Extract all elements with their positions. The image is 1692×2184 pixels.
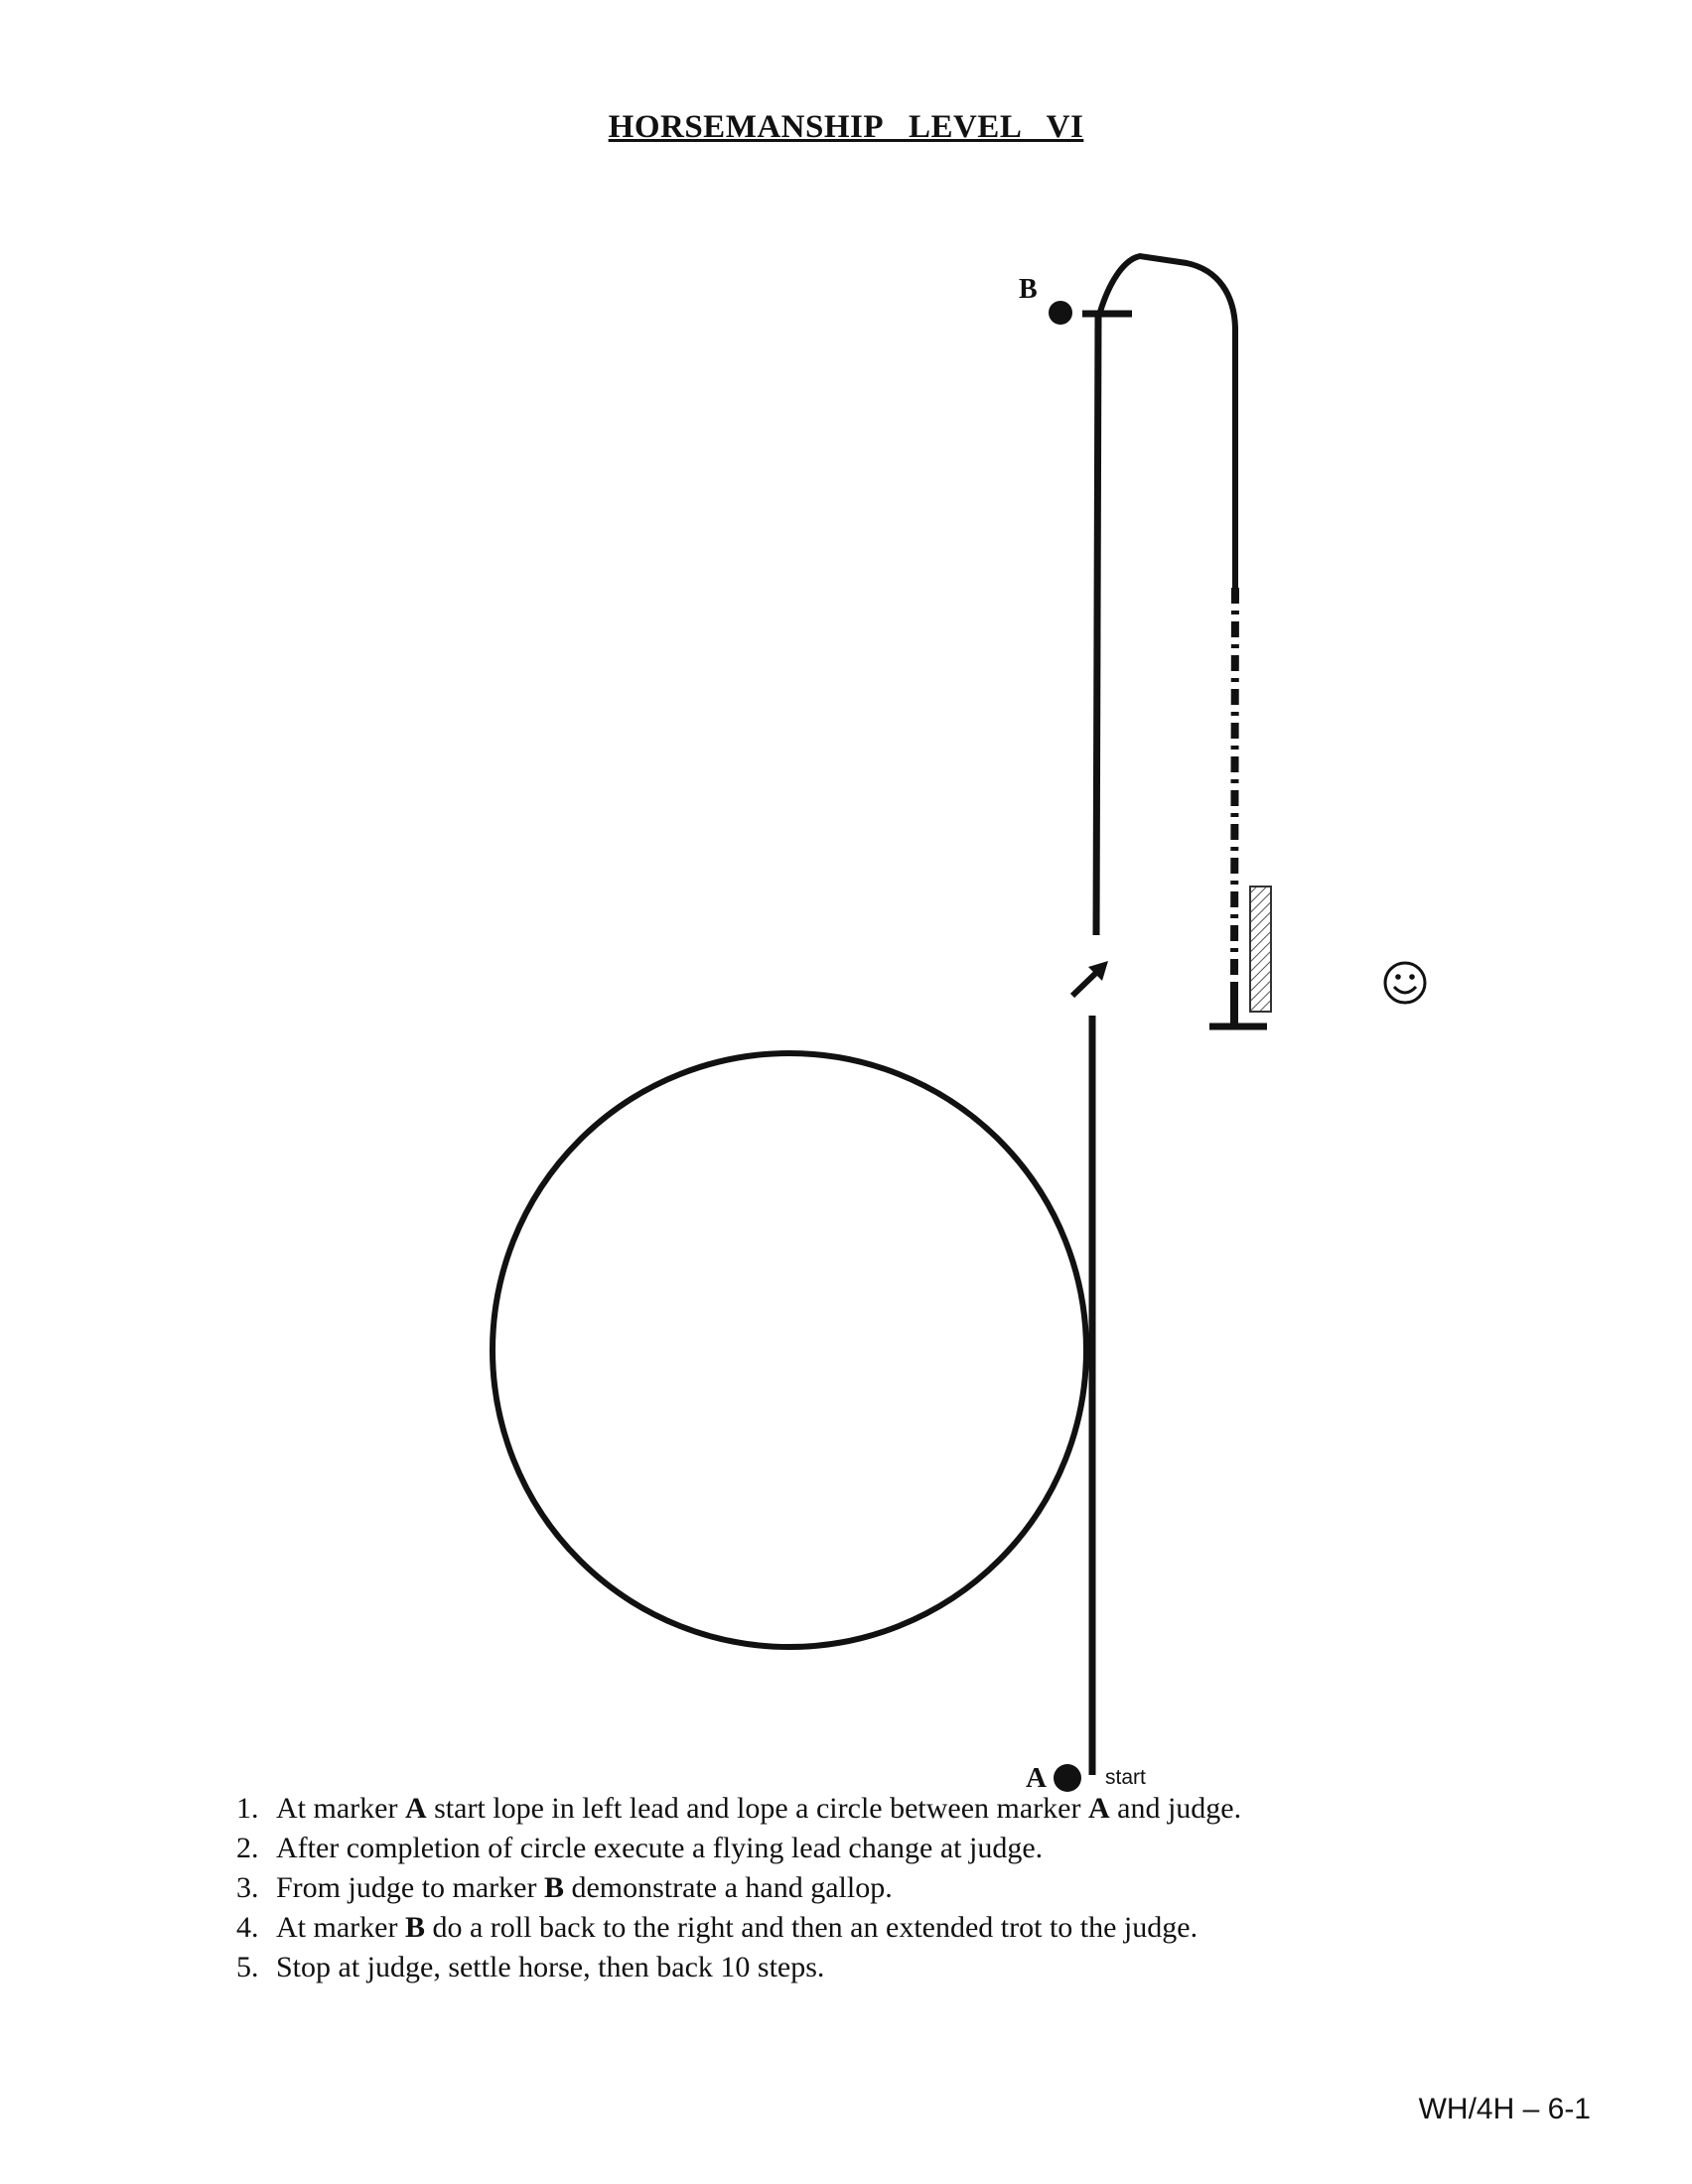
hatched-obstacle <box>1250 887 1271 1012</box>
instruction-step: 3. From judge to marker B demonstrate a hand gallop. <box>236 1871 893 1904</box>
lead-change-arrow-icon <box>1072 961 1108 996</box>
marker-b-label: B <box>1019 274 1038 305</box>
start-label: start <box>1105 1766 1146 1789</box>
instruction-step: 1. At marker A start lope in left lead and lope a circle between marker A and judge. <box>236 1792 1242 1825</box>
marker-b <box>1049 301 1072 325</box>
lope-circle <box>493 1053 1086 1647</box>
extended-trot-path <box>1234 588 1235 983</box>
gallop-path-upper <box>1096 314 1098 935</box>
instruction-list <box>236 1789 1428 1987</box>
judge-smiley-icon <box>1385 963 1425 1003</box>
instruction-step: 4. At marker B do a roll back to the right and then an extended trot to the judge. <box>236 1911 1198 1944</box>
instruction-step: 5. Stop at judge, settle horse, then back 10 steps. <box>236 1951 825 1983</box>
marker-a-label: A <box>1026 1762 1047 1794</box>
page-footer-code: WH/4H – 6-1 <box>1418 2093 1591 2125</box>
page-title: HORSEMANSHIP LEVEL VI <box>608 109 1084 145</box>
instruction-step: 2. After completion of circle execute a flying lead change at judge. <box>236 1832 1044 1864</box>
roll-back-turn <box>1100 256 1235 588</box>
marker-a <box>1054 1764 1081 1792</box>
